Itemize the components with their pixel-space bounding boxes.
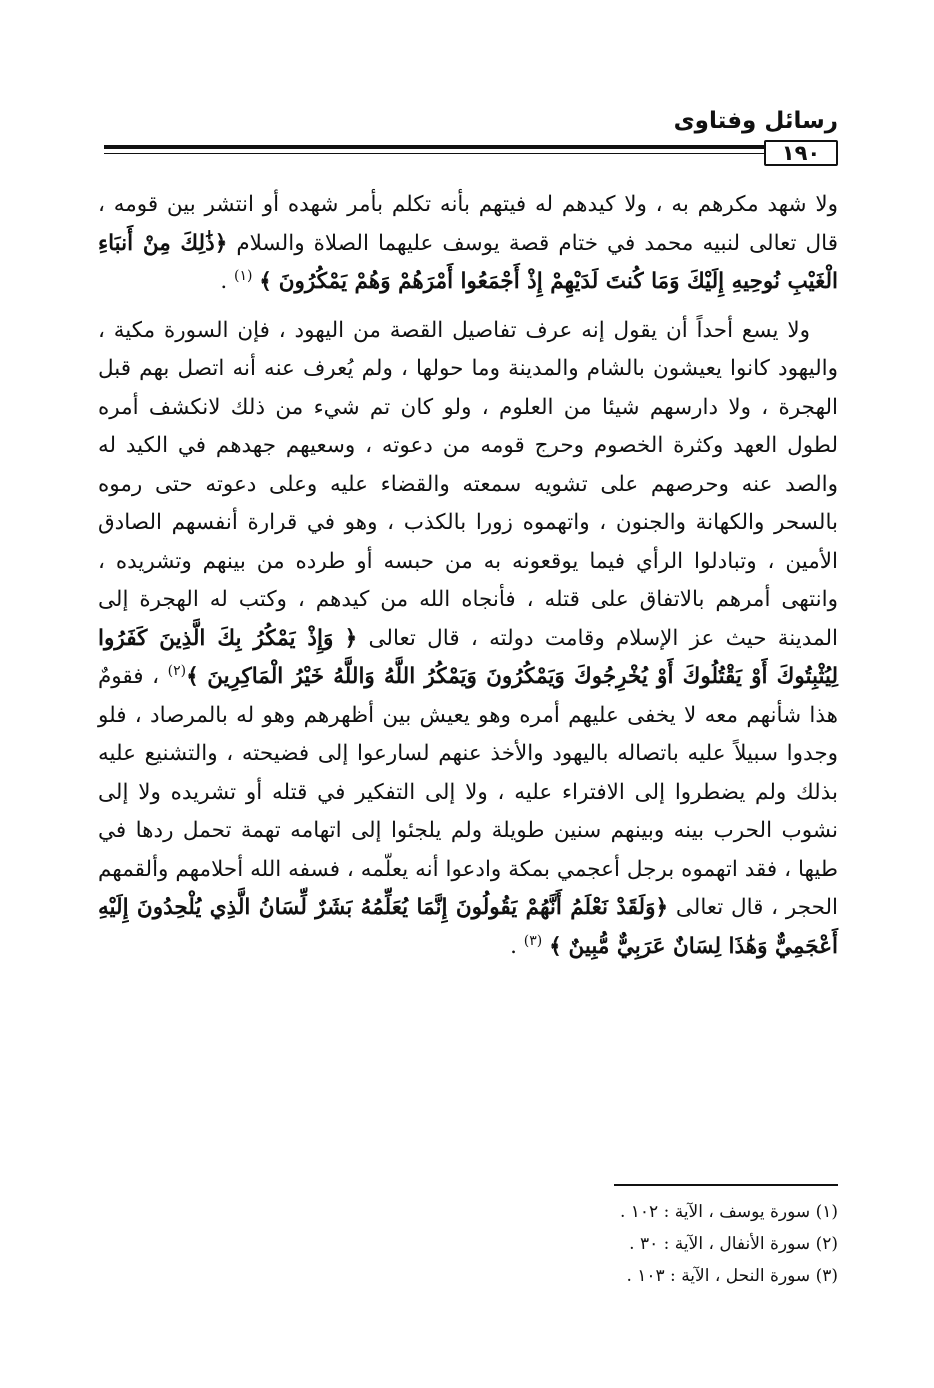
footnote-2: (٢) سورة الأنفال ، الآية : ٣٠ . bbox=[629, 1234, 838, 1254]
footnote-ref-3: (٣) bbox=[523, 932, 543, 949]
paragraph-1 bbox=[98, 186, 838, 302]
quran-verse-anfal: وَإِذْ يَمْكُرُ بِكَ الَّذِينَ كَفَرُوا لِيُثْبِتُوكَ أَوْ يَقْتُلُوكَ أَوْ يُخْرِجُوكَ وَيَمْكُرُونَ وَيَمْكُرُ اللَّهُ وَاللَّهُ خَيْرُ الْمَاكِرِينَ bbox=[98, 625, 838, 689]
paragraph-1-text: ولا شهد مكرهم به ، ولا كيدهم له فيتهم بأنه تكلم بأمر شهده أو انتشر بين قومه ، قال تعالى لنبيه محمد في ختام قصة يوسف عليهما الصلاة والسلام bbox=[98, 192, 839, 256]
footnotes bbox=[338, 1196, 838, 1292]
ornate-bracket-open: ﴿ bbox=[214, 230, 228, 256]
paragraph-2-text-a: ولا يسع أحداً أن يقول إنه عرف تفاصيل القصة من اليهود ، فإن السورة مكية ، واليهود كانوا يعيشون بالشام والمدينة وما حولها ، ولم يُعرف عنه أنه اتصل بهم قبل الهجرة ، ولا دارسهم شيئا من العلوم ، ولو كان تم شيء من ذلك لانكشف أمره لطول العهد وكثرة الخصوم وحرج قومه من دعوته ، وسعيهم جهدهم في الكيد له والصد عنه وحرصهم على تشويه سمعته والقضاء عليه وعلى دعوته حتى رموه بالسحر والكهانة والجنون ، واتهموه زورا بالكذب ، وهو في قرارة أنفسهم الصادق الأمين ، وتبادلوا الرأي فيما يوقعونه به من حبسه أو طرده من بينهم وتشريده ، وانتهى أمرهم بالاتفاق على قتله ، فأنجاه الله من كيدهم ، وكتب له الهجرة إلى المدينة حيث عز الإسلام وقامت دولته ، قال تعالى bbox=[98, 317, 838, 651]
footnote-ref-2: (٢) bbox=[167, 663, 187, 679]
footnote-separator bbox=[614, 1184, 838, 1186]
paragraph-2-text-b: ، فقومٌ هذا شأنهم معه لا يخفى عليهم أمره وهو يعيش بين أظهرهم وهو له بالمرصاد ، فلو وجدوا سبيلاً عليه باتصاله باليهود والأخذ عنهم لسارعوا إلى فضيحته ، والتشنيع عليه بذلك ولم يضطروا إلى الافتراء عليه ، ولا إلى التفكير في قتله أو تشريده ولا إلى نشوب الحرب بينه وبينهم سنين طويلة ولم يلجئوا إلى اتهامه تهمة تحمل ردها في طيها ، فقد اتهموه برجل أعجمي بمكة وادعوا أنه يعلّمه ، فسفه الله أحلامهم وألقمهم الحجر ، قال تعالى bbox=[98, 664, 838, 920]
paragraph-1-end: . bbox=[220, 269, 234, 294]
page-header bbox=[104, 104, 838, 164]
paragraph-2 bbox=[98, 312, 838, 967]
footnote-3: (٣) سورة النحل ، الآية : ١٠٣ . bbox=[626, 1266, 838, 1286]
footnote-1: (١) سورة يوسف ، الآية : ١٠٢ . bbox=[619, 1202, 838, 1222]
ornate-bracket-open: ﴿ bbox=[655, 895, 669, 920]
ornate-bracket-close: ﴾ bbox=[186, 664, 199, 689]
header-rule-thick bbox=[104, 145, 838, 149]
ornate-bracket-close: ﴾ bbox=[259, 269, 272, 294]
ornate-bracket-open: ﴿ bbox=[344, 625, 358, 651]
quran-verse-yusuf: ذَٰلِكَ مِنْ أَنبَاءِ الْغَيْبِ نُوحِيهِ إِلَيْكَ وَمَا كُنتَ لَدَيْهِمْ إِذْ أَجْمَعُوا أَمْرَهُمْ وَهُمْ يَمْكُرُونَ bbox=[98, 230, 838, 294]
running-title: رسائل وفتاوى bbox=[673, 108, 838, 134]
paragraph-2-end: . bbox=[510, 933, 524, 959]
header-rule-thin bbox=[104, 153, 838, 154]
ornate-bracket-close: ﴾ bbox=[549, 933, 562, 959]
quran-verse-nahl: وَلَقَدْ نَعْلَمُ أَنَّهُمْ يَقُولُونَ إِنَّمَا يُعَلِّمُهُ بَشَرٌ لِّسَانُ الَّذِي يُلْحِدُونَ إِلَيْهِ أَعْجَمِيٌّ وَهَٰذَا لِسَانٌ عَرَبِيٌّ مُّبِينٌ bbox=[98, 895, 838, 959]
footnote-ref-1: (١) bbox=[233, 268, 253, 284]
page-number: ١٩٠ bbox=[764, 140, 838, 166]
main-text bbox=[98, 186, 838, 966]
